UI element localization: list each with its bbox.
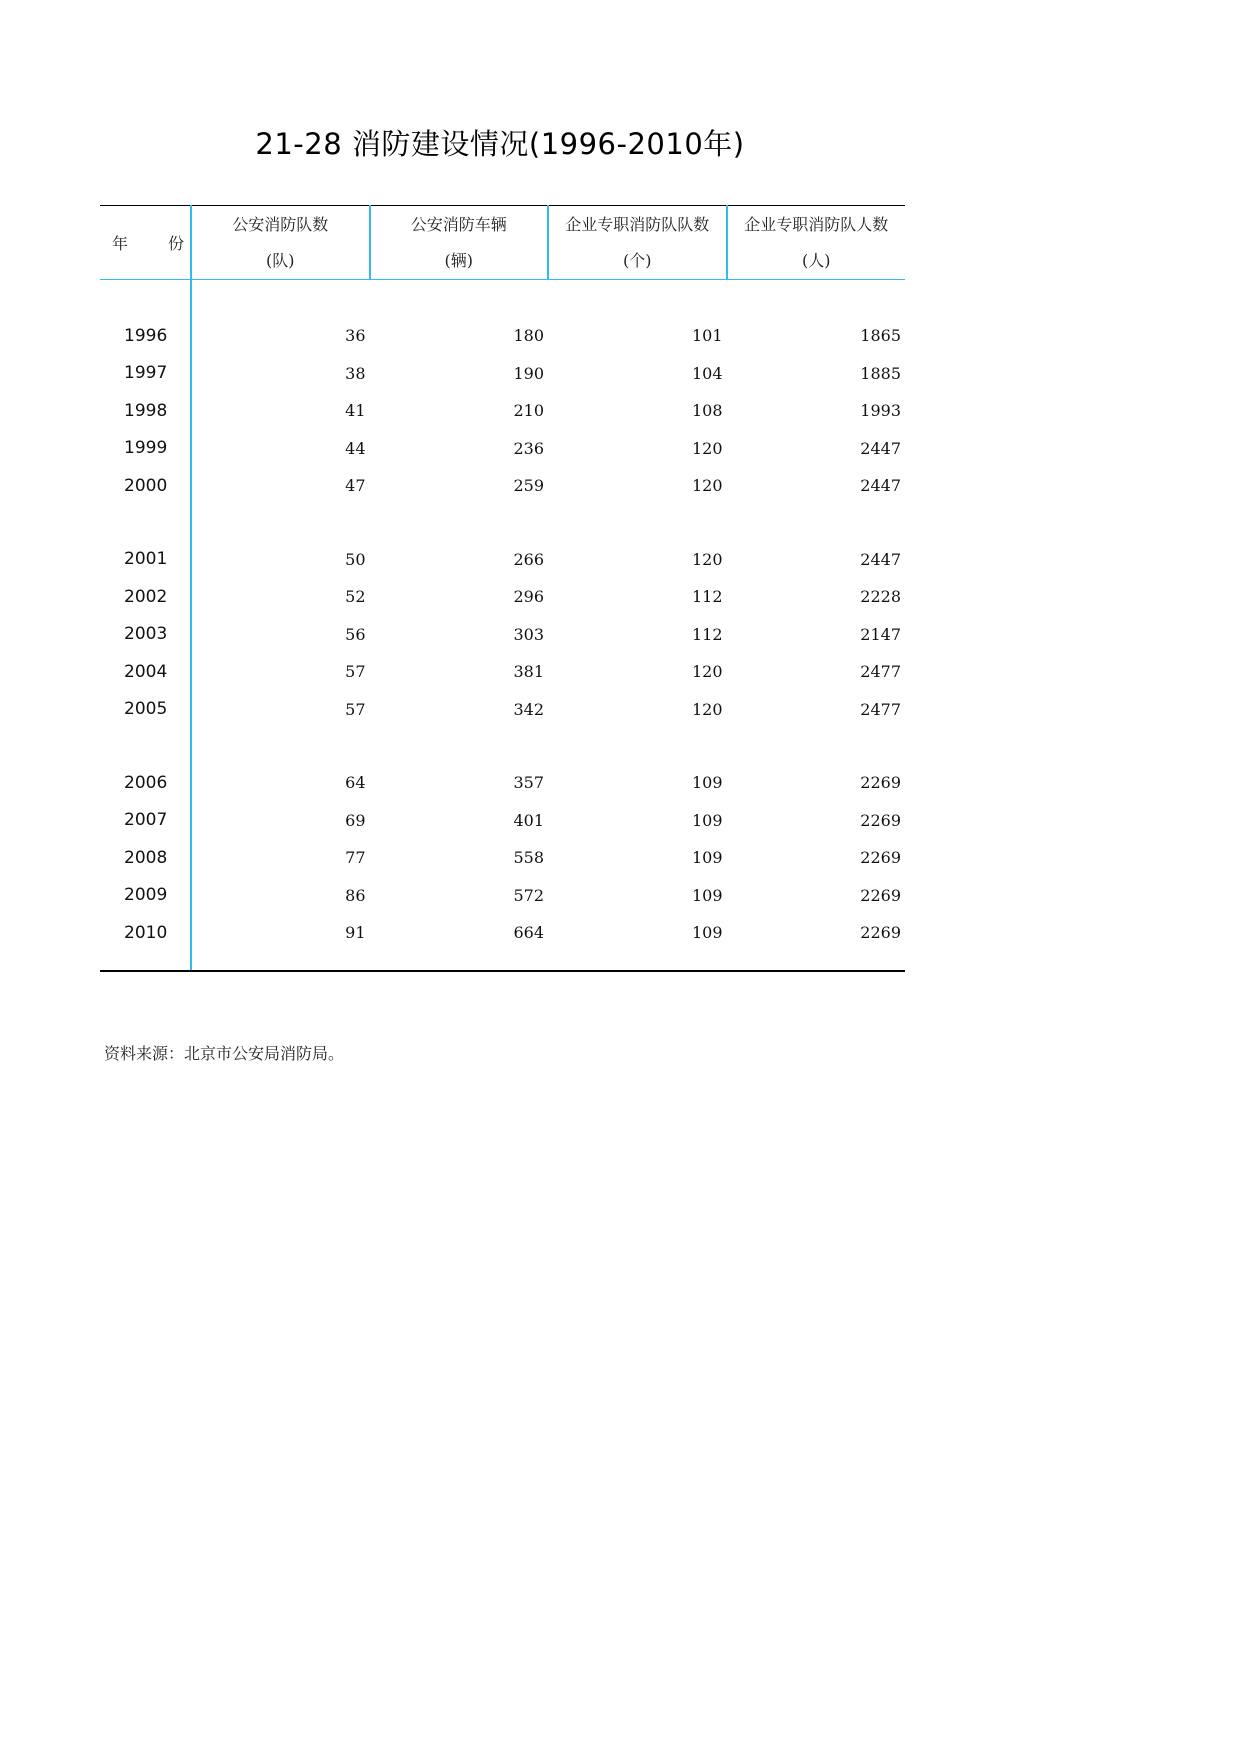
spacer-row bbox=[100, 280, 905, 318]
year-header-char-2: 份 bbox=[168, 234, 185, 253]
table-row bbox=[100, 355, 905, 393]
table-row bbox=[100, 616, 905, 654]
value-cell: 1993 bbox=[860, 401, 901, 421]
column-header-enterprise-staff bbox=[727, 206, 906, 280]
page-title: 21-28 消防建设情况(1996-2010年) bbox=[255, 127, 745, 161]
column-header-name: 企业专职消防队队数 bbox=[565, 214, 710, 234]
value-cell: 2447 bbox=[860, 476, 901, 496]
value-cell: 303 bbox=[513, 624, 544, 644]
value-cell: 180 bbox=[513, 326, 544, 346]
value-cell: 57 bbox=[345, 662, 366, 682]
value-cell: 64 bbox=[345, 773, 366, 793]
table-row bbox=[100, 467, 905, 505]
value-cell: 2269 bbox=[860, 923, 901, 943]
value-cell: 2269 bbox=[860, 773, 901, 793]
value-cell: 120 bbox=[691, 699, 723, 719]
value-cell: 120 bbox=[691, 549, 723, 569]
value-cell: 259 bbox=[513, 476, 544, 496]
value-cell: 2269 bbox=[860, 885, 901, 905]
year-cell: 2009 bbox=[100, 877, 191, 915]
value-cell: 266 bbox=[513, 549, 544, 569]
column-header-name: 公安消防车辆 bbox=[410, 214, 507, 234]
value-cell: 342 bbox=[513, 699, 544, 719]
table-row bbox=[100, 802, 905, 840]
year-cell: 2010 bbox=[100, 914, 191, 952]
value-cell: 2147 bbox=[860, 624, 901, 644]
value-cell: 86 bbox=[345, 885, 366, 905]
table-body bbox=[100, 280, 905, 971]
source-note: 资料来源：北京市公安局消防局。 bbox=[104, 1044, 345, 1063]
year-header-char-1: 年 bbox=[112, 234, 129, 253]
value-cell: 108 bbox=[691, 401, 723, 421]
year-cell: 2001 bbox=[100, 541, 191, 579]
column-header-police-teams bbox=[191, 206, 370, 280]
column-header-enterprise-teams bbox=[548, 206, 727, 280]
value-cell: 36 bbox=[345, 326, 366, 346]
value-cell: 47 bbox=[345, 476, 366, 496]
table-row bbox=[100, 877, 905, 915]
value-cell: 109 bbox=[691, 773, 723, 793]
year-cell: 2002 bbox=[100, 578, 191, 616]
table-header-row bbox=[100, 206, 905, 280]
column-header-unit: (人) bbox=[802, 250, 831, 270]
value-cell: 112 bbox=[691, 587, 723, 607]
value-cell: 41 bbox=[345, 401, 366, 421]
value-cell: 120 bbox=[691, 662, 723, 682]
value-cell: 2269 bbox=[860, 848, 901, 868]
year-cell: 2003 bbox=[100, 616, 191, 654]
year-cell: 2007 bbox=[100, 802, 191, 840]
value-cell: 236 bbox=[513, 438, 544, 458]
value-cell: 77 bbox=[345, 848, 366, 868]
value-cell: 101 bbox=[691, 326, 723, 346]
year-cell: 1997 bbox=[100, 355, 191, 393]
value-cell: 296 bbox=[513, 587, 544, 607]
value-cell: 1865 bbox=[860, 326, 901, 346]
fire-construction-table bbox=[100, 205, 905, 972]
year-cell: 2000 bbox=[100, 467, 191, 505]
value-cell: 57 bbox=[345, 699, 366, 719]
table-row bbox=[100, 541, 905, 579]
value-cell: 2477 bbox=[860, 662, 901, 682]
value-cell: 109 bbox=[691, 885, 723, 905]
value-cell: 112 bbox=[691, 624, 723, 644]
value-cell: 109 bbox=[691, 810, 723, 830]
value-cell: 50 bbox=[345, 549, 366, 569]
year-cell: 1998 bbox=[100, 392, 191, 430]
column-header-name: 企业专职消防队人数 bbox=[744, 214, 889, 234]
value-cell: 210 bbox=[513, 401, 544, 421]
value-cell: 109 bbox=[691, 923, 723, 943]
column-header-police-vehicles bbox=[370, 206, 549, 280]
value-cell: 357 bbox=[513, 773, 544, 793]
value-cell: 69 bbox=[345, 810, 366, 830]
spacer-row bbox=[100, 952, 905, 971]
value-cell: 91 bbox=[345, 923, 366, 943]
value-cell: 2228 bbox=[860, 587, 901, 607]
table-row bbox=[100, 914, 905, 952]
column-header-name: 公安消防队数 bbox=[232, 214, 329, 234]
value-cell: 2447 bbox=[860, 549, 901, 569]
table-row bbox=[100, 392, 905, 430]
value-cell: 1885 bbox=[860, 363, 901, 383]
value-cell: 190 bbox=[513, 363, 544, 383]
value-cell: 2477 bbox=[860, 699, 901, 719]
spacer-row bbox=[100, 505, 905, 541]
table-row bbox=[100, 317, 905, 355]
table-row bbox=[100, 691, 905, 729]
table-row bbox=[100, 430, 905, 468]
year-cell: 2005 bbox=[100, 691, 191, 729]
year-cell: 1996 bbox=[100, 317, 191, 355]
year-cell: 1999 bbox=[100, 430, 191, 468]
table-row bbox=[100, 578, 905, 616]
year-column-header bbox=[100, 206, 191, 280]
year-cell: 2008 bbox=[100, 839, 191, 877]
value-cell: 38 bbox=[345, 363, 366, 383]
value-cell: 572 bbox=[513, 885, 544, 905]
value-cell: 381 bbox=[513, 662, 544, 682]
column-header-unit: (队) bbox=[266, 250, 295, 270]
value-cell: 2447 bbox=[860, 438, 901, 458]
value-cell: 401 bbox=[513, 810, 544, 830]
value-cell: 109 bbox=[691, 848, 723, 868]
value-cell: 120 bbox=[691, 438, 723, 458]
table-row bbox=[100, 839, 905, 877]
table-row bbox=[100, 653, 905, 691]
value-cell: 120 bbox=[691, 476, 723, 496]
data-table-container bbox=[100, 205, 905, 972]
column-header-unit: (辆) bbox=[444, 250, 473, 270]
spacer-row bbox=[100, 728, 905, 764]
column-header-unit: (个) bbox=[623, 250, 652, 270]
value-cell: 44 bbox=[345, 438, 366, 458]
value-cell: 558 bbox=[513, 848, 544, 868]
value-cell: 52 bbox=[345, 587, 366, 607]
year-cell: 2004 bbox=[100, 653, 191, 691]
value-cell: 56 bbox=[345, 624, 366, 644]
value-cell: 2269 bbox=[860, 810, 901, 830]
year-cell: 2006 bbox=[100, 764, 191, 802]
table-row bbox=[100, 764, 905, 802]
value-cell: 104 bbox=[691, 363, 723, 383]
value-cell: 664 bbox=[513, 923, 544, 943]
